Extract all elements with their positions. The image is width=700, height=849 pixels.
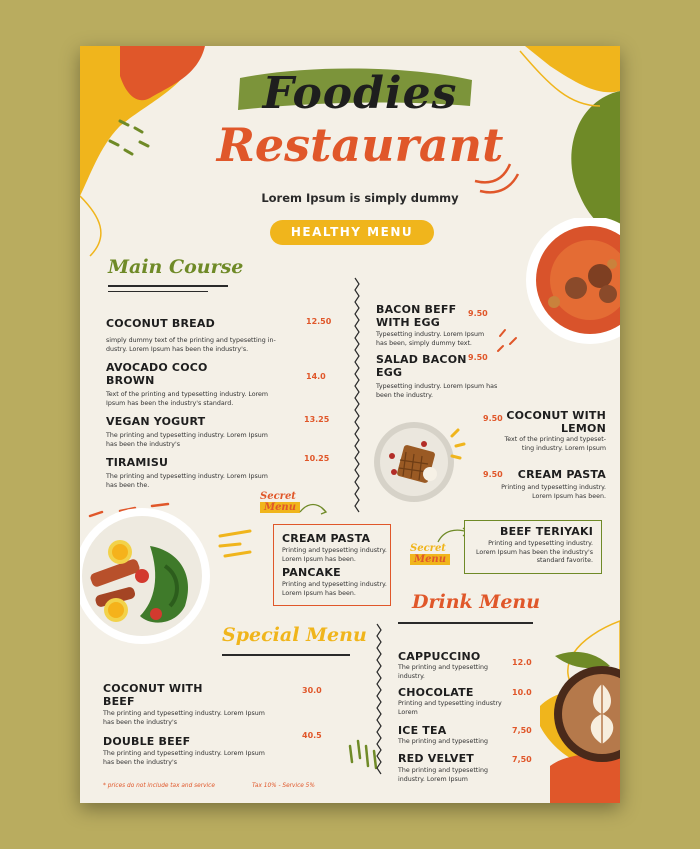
menu-item-name: BEEF TERIYAKI xyxy=(500,525,593,538)
main-course-underline xyxy=(108,285,228,287)
secret-menu-label xyxy=(260,491,300,513)
menu-item-desc: The printing and typesetting industry. Lorem Ipsum xyxy=(398,767,488,783)
drink-menu-underline xyxy=(398,622,533,624)
menu-item-desc: Printing and typesetting industry. Lorem Ipsum has been. xyxy=(501,484,606,500)
menu-item-name: COCONUT BREAD xyxy=(106,317,215,330)
menu-item-desc: The printing and typesetting industry. Lorem Ipsum has been the industry's xyxy=(103,750,265,766)
secret-menu-box-2 xyxy=(464,520,602,574)
menu-item-name: BACON BEFF WITH EGG xyxy=(376,303,457,329)
arrow-icon xyxy=(298,498,330,520)
menu-item-price: 12.50 xyxy=(306,317,332,326)
main-course-title: Main Course xyxy=(108,256,244,278)
menu-item-desc: The printing and typesetting xyxy=(398,738,488,745)
menu-item-price: 40.5 xyxy=(302,731,322,740)
menu-item-price: 14.0 xyxy=(306,372,326,381)
menu-item-price: 30.0 xyxy=(302,686,322,695)
menu-item-name: CHOCOLATE xyxy=(398,686,474,699)
menu-item-name: CAPPUCCINO xyxy=(398,650,481,663)
menu-item-price: 9.50 xyxy=(483,414,503,423)
menu-item-name: CREAM PASTA xyxy=(517,468,606,481)
menu-item-price: 9.50 xyxy=(468,353,488,362)
menu-item-name: CREAM PASTA xyxy=(282,532,371,545)
menu-item-name: ICE TEA xyxy=(398,724,447,737)
menu-item-name: COCONUT WITH LEMON xyxy=(506,409,606,435)
menu-item-desc: Typesetting industry. Lorem Ipsum has been the industry. xyxy=(376,383,498,399)
secret-menu-label-2 xyxy=(410,543,450,565)
secret-label-line1: Secret xyxy=(410,543,446,554)
waffle-plate-icon xyxy=(370,416,470,516)
secret-label-line2: Menu xyxy=(410,554,450,565)
menu-item-name: TIRAMISU xyxy=(106,456,169,469)
menu-item-price: 10.0 xyxy=(512,688,532,697)
tagline: Lorem Ipsum is simply dummy xyxy=(261,191,459,205)
menu-item-name: SALAD BACON EGG xyxy=(376,353,467,379)
menu-poster xyxy=(80,46,620,803)
menu-item-desc: Printing and typesetting industry. Lorem Ipsum has been. xyxy=(282,581,387,597)
menu-item-price: 7,50 xyxy=(512,726,532,735)
menu-item-name: VEGAN YOGURT xyxy=(106,415,206,428)
healthy-menu-badge: HEALTHY MENU xyxy=(270,220,434,245)
drink-menu-title: Drink Menu xyxy=(412,591,541,613)
secret-menu-box xyxy=(273,524,391,606)
menu-item-desc: Printing and typesetting industry. Lorem Ipsum has been the industry's standard favorite. xyxy=(476,540,593,565)
menu-item-desc: The printing and typesetting industry. Lorem Ipsum has been the industry's xyxy=(106,432,268,448)
menu-item-desc: Text of the printing and typeset-ting industry. Lorem Ipsum xyxy=(504,436,606,452)
price-footnote: * prices do not include tax and service xyxy=(103,783,215,789)
menu-item-desc: Printing and typesetting industry Lorem xyxy=(398,700,502,716)
menu-item-name: RED VELVET xyxy=(398,752,474,765)
salad-plate-icon xyxy=(80,506,215,646)
meatball-dish-icon xyxy=(512,218,620,360)
menu-item-desc: Typesetting industry. Lorem Ipsum has been, simply dummy text. xyxy=(376,331,485,347)
secret-label-line2: Menu xyxy=(260,502,300,513)
menu-item-price: 7,50 xyxy=(512,755,532,764)
menu-item-name: COCONUT WITH BEEF xyxy=(103,682,203,708)
main-course-underline-2 xyxy=(108,291,208,292)
menu-item-price: 12.0 xyxy=(512,658,532,667)
menu-item-name: AVOCADO COCO BROWN xyxy=(106,361,208,387)
menu-item-price: 9.50 xyxy=(468,309,488,318)
title-restaurant: Restaurant xyxy=(216,118,504,172)
menu-item-desc: Printing and typesetting industry. Lorem Ipsum has been. xyxy=(282,547,387,563)
title-foodies: Foodies xyxy=(262,68,458,119)
coffee-cup-icon xyxy=(550,664,620,774)
menu-item-desc: Text of the printing and typesetting industry. Lorem Ipsum has been the industry's standard. xyxy=(106,391,269,407)
menu-item-price: 10.25 xyxy=(304,454,330,463)
menu-item-desc: The printing and typesetting industry. Lorem Ipsum has been the industry's xyxy=(103,710,265,726)
menu-item-price: 13.25 xyxy=(304,415,330,424)
menu-item-desc: The printing and typesetting industry. xyxy=(398,664,488,680)
menu-item-desc: The printing and typesetting industry. Lorem Ipsum has been the. xyxy=(106,473,268,489)
tax-note: Tax 10% - Service 5% xyxy=(252,783,315,789)
menu-item-name: DOUBLE BEEF xyxy=(103,735,191,748)
menu-item-name: PANCAKE xyxy=(282,566,341,579)
menu-item-price: 9.50 xyxy=(483,470,503,479)
secret-label-line1: Secret xyxy=(260,491,296,502)
special-menu-underline xyxy=(222,654,350,656)
menu-item-desc: simply dummy text of the printing and typesetting in-dustry. Lorem Ipsum has been the industry's. xyxy=(106,337,276,353)
special-menu-title: Special Menu xyxy=(222,624,367,646)
